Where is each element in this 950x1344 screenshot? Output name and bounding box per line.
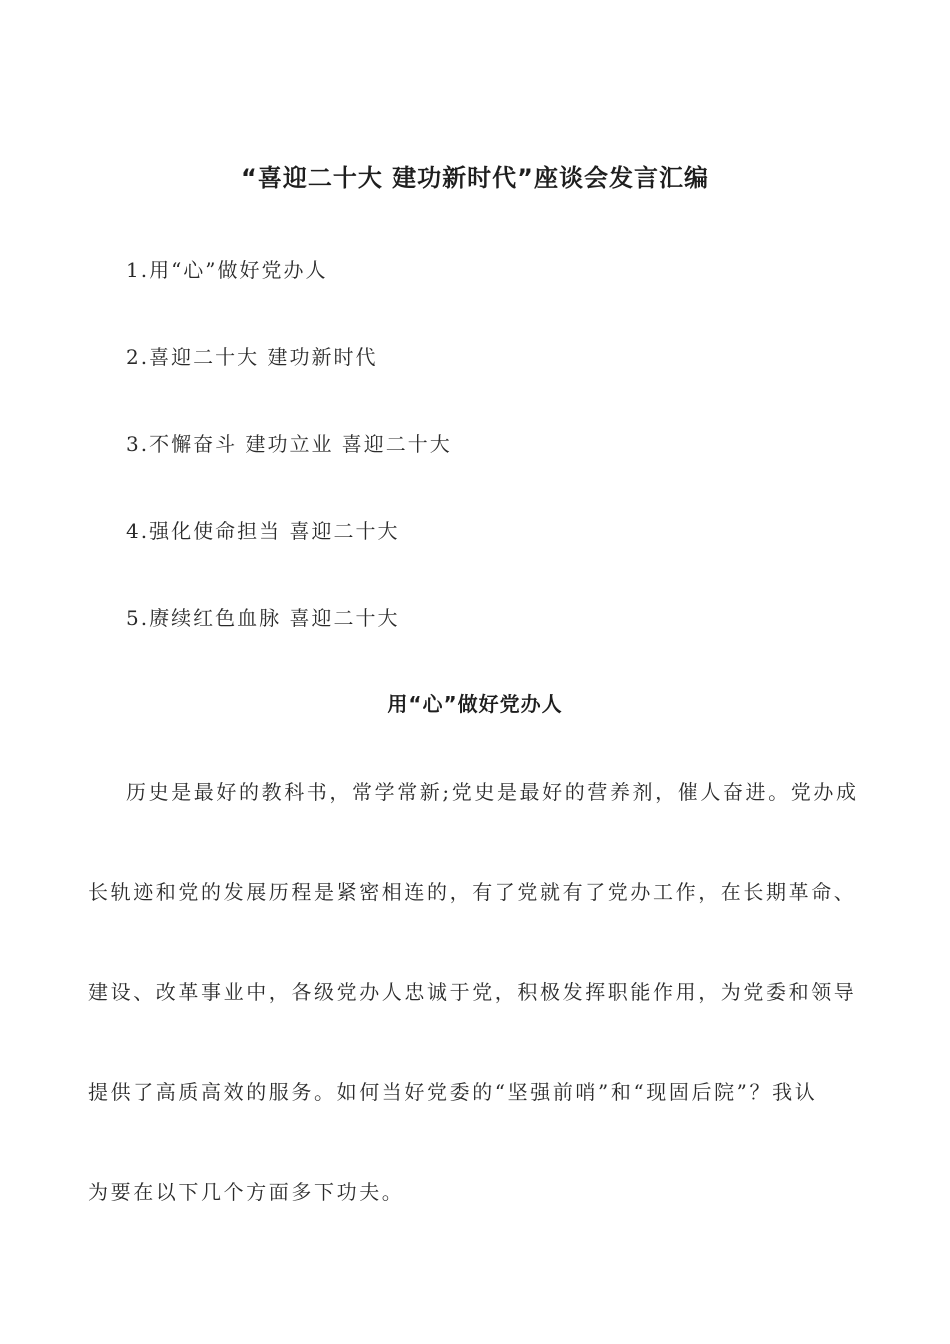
toc-item-3: 3.不懈奋斗 建功立业 喜迎二十大 (126, 432, 452, 456)
section-title: 用“心”做好党办人 (387, 692, 563, 716)
paragraph-line-3: 建设、改革事业中，各级党办人忠诚于党，积极发挥职能作用，为党委和领导 (88, 980, 857, 1004)
paragraph-line-2: 长轨迹和党的发展历程是紧密相连的，有了党就有了党办工作，在长期革命、 (88, 880, 857, 904)
paragraph-line-1: 历史是最好的教科书，常学常新;党史是最好的营养剂，催人奋进。党办成 (126, 780, 859, 804)
document-title: “喜迎二十大 建功新时代”座谈会发言汇编 (241, 164, 709, 192)
toc-item-2: 2.喜迎二十大 建功新时代 (126, 345, 378, 369)
paragraph-line-4: 提供了高质高效的服务。如何当好党委的“坚强前哨”和“现固后院”？我认 (88, 1080, 818, 1104)
toc-item-5: 5.赓续红色血脉 喜迎二十大 (126, 606, 400, 630)
toc-item-1: 1.用“心”做好党办人 (126, 258, 328, 282)
toc-item-4: 4.强化使命担当 喜迎二十大 (126, 519, 400, 543)
paragraph-line-5: 为要在以下几个方面多下功夫。 (88, 1180, 405, 1204)
